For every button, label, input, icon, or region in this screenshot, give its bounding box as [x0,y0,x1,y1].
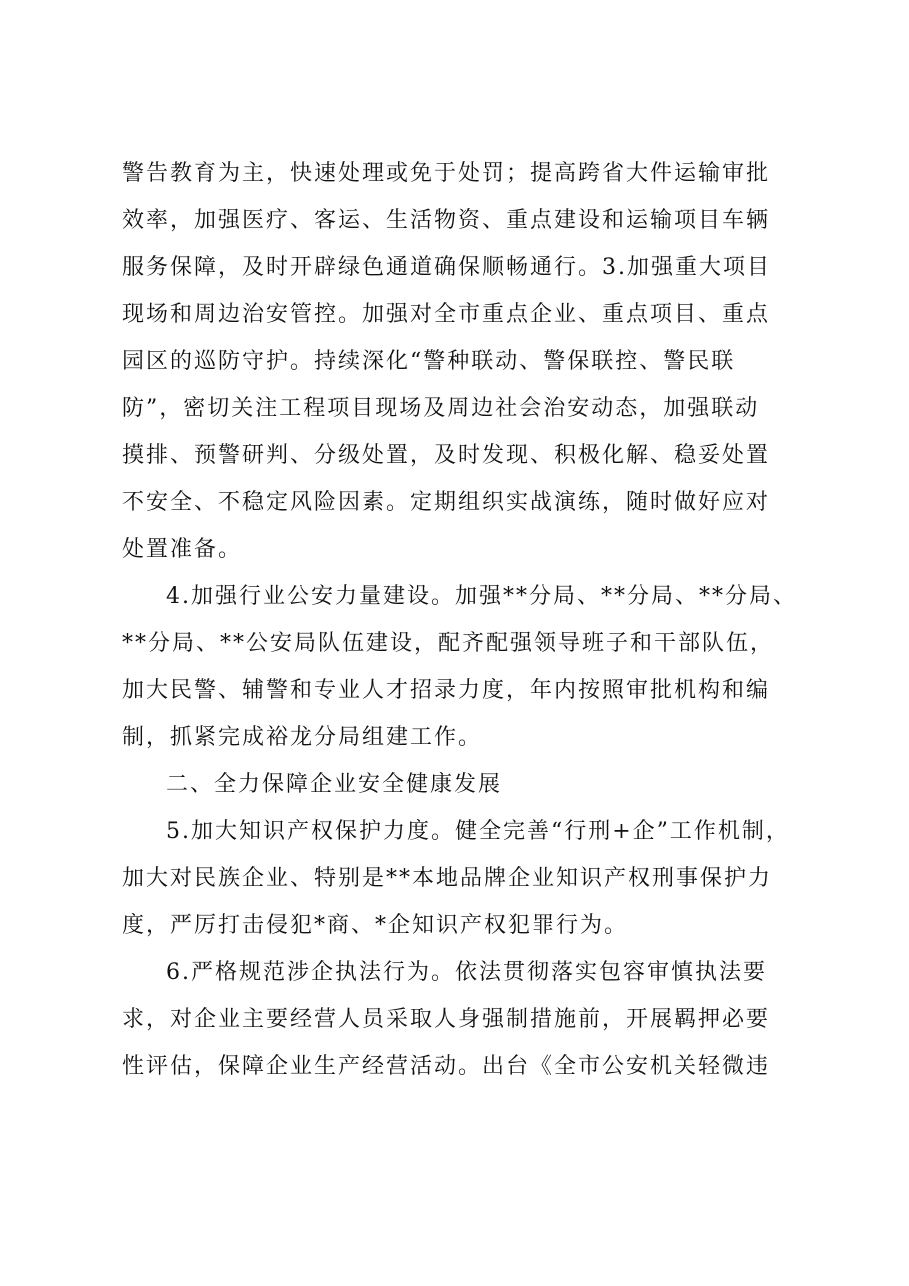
text-line: 警告教育为主，快速处理或免于处罚；提高跨省大件运输审批 [122,161,771,186]
text-line: 处置准备。 [122,537,243,562]
text-line: 现场和周边治安管控。加强对全市重点企业、重点项目、重点 [122,302,771,327]
text-line: 制，抓紧完成裕龙分局组建工作。 [122,725,483,750]
document-body [122,150,812,1090]
section-heading: 二、全力保障企业安全健康发展 [166,772,503,797]
text-line: **分局、**公安局队伍建设，配齐配强领导班子和干部队伍， [122,631,775,656]
text-line: 加大民警、辅警和专业人才招录力度，年内按照审批机构和编 [122,678,771,703]
text-line: 园区的巡防守护。持续深化“警种联动、警保联控、警民联 [122,349,736,374]
text-line: 效率，加强医疗、客运、生活物资、重点建设和运输项目车辆 [122,208,771,233]
text-line: 摸排、预警研判、分级处置，及时发现、积极化解、稳妥处置 [122,443,771,468]
paragraph-start-line: 6.严格规范涉企执法行为。依法贯彻落实包容审慎执法要 [166,960,767,985]
text-line: 性评估，保障企业生产经营活动。出台《全市公安机关轻微违 [122,1054,771,1079]
text-line: 加大对民族企业、特别是**本地品牌企业知识产权刑事保护力 [122,866,773,891]
text-line: 不安全、不稳定风险因素。定期组织实战演练，随时做好应对 [122,490,771,515]
text-line: 防”，密切关注工程项目现场及周边社会治安动态，加强联动 [122,396,760,421]
text-line: 求，对企业主要经营人员采取人身强制措施前，开展羁押必要 [122,1007,771,1032]
paragraph-start-line: 5.加大知识产权保护力度。健全完善“行刑+企”工作机制， [166,819,790,844]
text-line: 服务保障，及时开辟绿色通道确保顺畅通行。3.加强重大项目 [122,255,771,280]
paragraph-start-line: 4.加强行业公安力量建设。加强**分局、**分局、**分局、 [166,584,797,609]
text-line: 度，严厉打击侵犯*商、*企知识产权犯罪行为。 [122,913,629,938]
